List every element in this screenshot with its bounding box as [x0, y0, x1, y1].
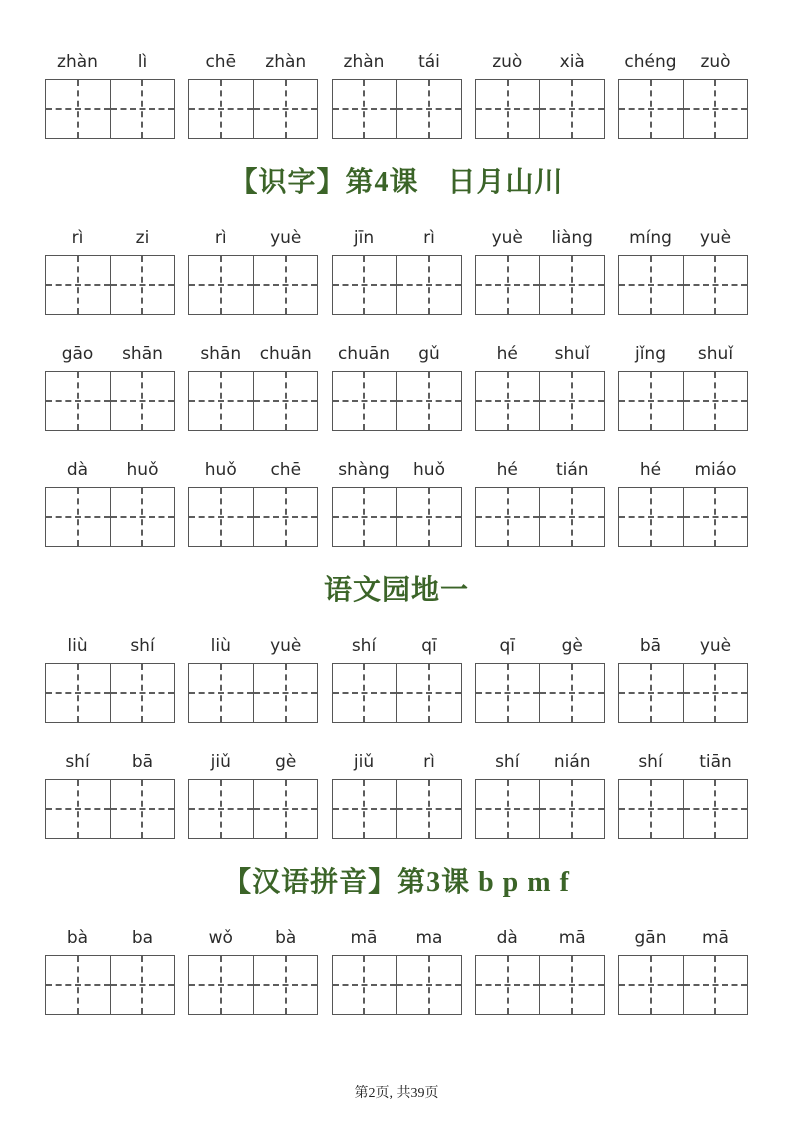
pinyin-syllable: yuè — [270, 228, 302, 248]
word-group — [45, 750, 175, 839]
pinyin-syllable: ba — [131, 928, 154, 948]
writing-cell — [110, 372, 175, 430]
pinyin-labels — [618, 634, 748, 658]
writing-grid — [475, 779, 605, 839]
writing-cell — [110, 780, 175, 838]
pinyin-syllable: zuò — [700, 52, 731, 72]
word-group — [45, 926, 175, 1015]
writing-cell — [396, 80, 461, 138]
word-group — [475, 750, 605, 839]
pinyin-syllable: qī — [421, 636, 437, 656]
writing-cell — [253, 956, 318, 1014]
pinyin-labels — [45, 750, 175, 774]
word-row — [45, 342, 748, 431]
writing-cell — [110, 488, 175, 546]
writing-cell — [683, 488, 748, 546]
writing-cell — [396, 488, 461, 546]
writing-cell — [476, 488, 540, 546]
word-group — [332, 226, 462, 315]
writing-grid — [618, 663, 748, 723]
word-row — [45, 750, 748, 839]
writing-grid — [45, 663, 175, 723]
pinyin-syllable: chē — [205, 52, 237, 72]
writing-grid — [188, 255, 318, 315]
writing-cell — [333, 664, 397, 722]
pinyin-labels — [332, 750, 462, 774]
pinyin-labels — [188, 750, 318, 774]
writing-cell — [333, 956, 397, 1014]
pinyin-labels — [618, 926, 748, 950]
word-group — [618, 342, 748, 431]
writing-cell — [619, 780, 683, 838]
word-group — [45, 634, 175, 723]
pinyin-labels — [475, 634, 605, 658]
writing-grid — [188, 779, 318, 839]
writing-grid — [618, 487, 748, 547]
pinyin-labels — [618, 342, 748, 366]
writing-cell — [619, 256, 683, 314]
word-group — [332, 342, 462, 431]
word-group — [332, 50, 462, 139]
pinyin-syllable: gǔ — [418, 344, 440, 364]
writing-grid — [332, 955, 462, 1015]
writing-cell — [46, 256, 110, 314]
pinyin-syllable: bā — [131, 752, 154, 772]
word-group — [475, 226, 605, 315]
pinyin-syllable: shuǐ — [554, 344, 590, 364]
pinyin-labels — [188, 634, 318, 658]
pinyin-syllable: huǒ — [413, 460, 445, 480]
writing-grid — [188, 487, 318, 547]
pinyin-syllable: shí — [351, 636, 377, 656]
section-heading-hanyu-pinyin-lesson3: 【汉语拼音】第3课 b p m f — [223, 867, 570, 898]
pinyin-syllable: jiǔ — [210, 752, 231, 772]
writing-cell — [619, 80, 683, 138]
pinyin-syllable: jīn — [353, 228, 375, 248]
word-group — [618, 634, 748, 723]
pinyin-syllable: liàng — [551, 228, 593, 248]
pinyin-syllable: jiǔ — [353, 752, 375, 772]
pinyin-labels — [188, 458, 318, 482]
writing-cell — [333, 780, 397, 838]
writing-grid — [618, 371, 748, 431]
pinyin-labels — [475, 50, 605, 74]
word-group — [618, 458, 748, 547]
pinyin-labels — [332, 226, 462, 250]
word-group — [188, 226, 318, 315]
pinyin-syllable: shí — [130, 636, 155, 656]
writing-grid — [332, 487, 462, 547]
writing-cell — [333, 372, 397, 430]
word-row — [45, 226, 748, 315]
writing-cell — [683, 956, 748, 1014]
writing-cell — [396, 372, 461, 430]
word-group — [188, 50, 318, 139]
pinyin-labels — [45, 926, 175, 950]
word-group — [188, 750, 318, 839]
word-group — [188, 634, 318, 723]
pinyin-syllable: rì — [423, 752, 435, 772]
writing-cell — [189, 80, 253, 138]
pinyin-syllable: yuè — [270, 636, 302, 656]
pinyin-syllable: shān — [122, 344, 163, 364]
word-group — [475, 342, 605, 431]
pinyin-syllable: míng — [629, 228, 672, 248]
word-group — [332, 926, 462, 1015]
writing-cell — [189, 956, 253, 1014]
writing-grid — [45, 487, 175, 547]
pinyin-labels — [475, 458, 605, 482]
writing-cell — [539, 488, 604, 546]
word-row — [45, 634, 748, 723]
writing-grid — [188, 955, 318, 1015]
pinyin-syllable: rì — [214, 228, 227, 248]
pinyin-syllable: chē — [270, 460, 302, 480]
pinyin-syllable: rì — [423, 228, 435, 248]
pinyin-syllable: gè — [275, 752, 297, 772]
writing-cell — [539, 956, 604, 1014]
word-group — [475, 634, 605, 723]
word-group — [45, 226, 175, 315]
pinyin-labels — [188, 50, 318, 74]
pinyin-syllable: mā — [558, 928, 586, 948]
pinyin-syllable: shàng — [338, 460, 390, 480]
word-row — [45, 458, 748, 547]
writing-grid — [618, 255, 748, 315]
writing-grid — [475, 79, 605, 139]
word-group — [618, 926, 748, 1015]
writing-grid — [188, 663, 318, 723]
writing-cell — [539, 780, 604, 838]
pinyin-labels — [475, 342, 605, 366]
pinyin-syllable: hé — [639, 460, 662, 480]
pinyin-syllable: tái — [418, 52, 440, 72]
word-group — [332, 634, 462, 723]
writing-grid — [618, 779, 748, 839]
writing-cell — [46, 780, 110, 838]
pinyin-syllable: hé — [496, 344, 518, 364]
pinyin-syllable: zi — [135, 228, 150, 248]
pinyin-syllable: mā — [350, 928, 378, 948]
writing-cell — [396, 256, 461, 314]
pinyin-labels — [332, 634, 462, 658]
word-group — [332, 458, 462, 547]
pinyin-labels — [475, 926, 605, 950]
pinyin-labels — [618, 458, 748, 482]
pinyin-syllable: liù — [210, 636, 231, 656]
writing-cell — [333, 80, 397, 138]
writing-cell — [683, 256, 748, 314]
pinyin-syllable: qī — [499, 636, 515, 656]
pinyin-syllable: bā — [639, 636, 662, 656]
writing-cell — [46, 956, 110, 1014]
word-group — [332, 750, 462, 839]
writing-grid — [188, 371, 318, 431]
writing-cell — [619, 956, 683, 1014]
writing-cell — [539, 256, 604, 314]
pinyin-syllable: dà — [496, 928, 518, 948]
word-group — [475, 926, 605, 1015]
writing-cell — [46, 372, 110, 430]
pinyin-labels — [475, 226, 605, 250]
writing-cell — [46, 488, 110, 546]
pinyin-labels — [475, 750, 605, 774]
pinyin-syllable: hé — [496, 460, 518, 480]
writing-cell — [683, 372, 748, 430]
writing-cell — [539, 664, 604, 722]
writing-cell — [619, 372, 683, 430]
word-group — [45, 50, 175, 139]
writing-cell — [46, 664, 110, 722]
pinyin-syllable: mā — [702, 928, 729, 948]
pinyin-syllable: chuān — [259, 344, 312, 364]
writing-grid — [332, 371, 462, 431]
writing-cell — [476, 372, 540, 430]
pinyin-syllable: gāo — [61, 344, 94, 364]
word-group — [188, 926, 318, 1015]
writing-cell — [110, 956, 175, 1014]
writing-cell — [396, 664, 461, 722]
writing-cell — [619, 664, 683, 722]
writing-cell — [476, 780, 540, 838]
pinyin-syllable: jǐng — [634, 344, 666, 364]
writing-grid — [475, 955, 605, 1015]
word-row — [45, 926, 748, 1015]
pinyin-labels — [188, 342, 318, 366]
pinyin-syllable: nián — [553, 752, 591, 772]
word-group — [618, 750, 748, 839]
writing-cell — [476, 80, 540, 138]
page-number: 第2页, 共39页 — [354, 1086, 439, 1101]
pinyin-syllable: shí — [495, 752, 520, 772]
writing-grid — [45, 779, 175, 839]
pinyin-syllable: yuè — [491, 228, 523, 248]
writing-cell — [333, 488, 397, 546]
writing-cell — [683, 780, 748, 838]
writing-cell — [683, 80, 748, 138]
pinyin-syllable: rì — [71, 228, 84, 248]
pinyin-labels — [332, 458, 462, 482]
word-group — [475, 458, 605, 547]
word-row — [45, 50, 748, 139]
word-group — [618, 226, 748, 315]
writing-grid — [475, 255, 605, 315]
word-group — [45, 342, 175, 431]
writing-cell — [539, 80, 604, 138]
pinyin-syllable: chuān — [337, 344, 391, 364]
writing-cell — [476, 956, 540, 1014]
pinyin-labels — [45, 458, 175, 482]
writing-cell — [46, 80, 110, 138]
word-group — [45, 458, 175, 547]
writing-cell — [110, 256, 175, 314]
writing-cell — [619, 488, 683, 546]
pinyin-syllable: shí — [65, 752, 90, 772]
writing-grid — [618, 79, 748, 139]
pinyin-labels — [45, 50, 175, 74]
pinyin-labels — [332, 342, 462, 366]
pinyin-syllable: chéng — [624, 52, 677, 72]
pinyin-syllable: huǒ — [126, 460, 159, 480]
writing-cell — [253, 372, 318, 430]
writing-cell — [189, 664, 253, 722]
word-group — [475, 50, 605, 139]
pinyin-labels — [618, 226, 748, 250]
word-group — [188, 342, 318, 431]
writing-cell — [189, 372, 253, 430]
pinyin-syllable: liù — [67, 636, 88, 656]
writing-cell — [253, 488, 318, 546]
pinyin-labels — [618, 50, 748, 74]
writing-cell — [253, 80, 318, 138]
writing-cell — [253, 780, 318, 838]
word-group — [618, 50, 748, 139]
pinyin-syllable: ma — [415, 928, 443, 948]
writing-grid — [45, 371, 175, 431]
pinyin-labels — [45, 226, 175, 250]
writing-cell — [396, 956, 461, 1014]
writing-grid — [332, 79, 462, 139]
pinyin-syllable: zhàn — [343, 52, 385, 72]
writing-cell — [110, 664, 175, 722]
writing-grid — [45, 255, 175, 315]
pinyin-syllable: xià — [559, 52, 585, 72]
writing-grid — [332, 255, 462, 315]
writing-cell — [253, 664, 318, 722]
pinyin-labels — [45, 634, 175, 658]
writing-cell — [189, 256, 253, 314]
writing-cell — [110, 80, 175, 138]
pinyin-syllable: yuè — [699, 636, 732, 656]
writing-cell — [333, 256, 397, 314]
writing-grid — [45, 955, 175, 1015]
writing-grid — [332, 779, 462, 839]
pinyin-labels — [332, 926, 462, 950]
pinyin-syllable: tiān — [699, 752, 732, 772]
pinyin-labels — [618, 750, 748, 774]
pinyin-labels — [188, 226, 318, 250]
pinyin-syllable: huǒ — [204, 460, 237, 480]
writing-grid — [332, 663, 462, 723]
pinyin-labels — [45, 342, 175, 366]
writing-grid — [475, 663, 605, 723]
pinyin-syllable: gān — [634, 928, 667, 948]
pinyin-syllable: bà — [66, 928, 89, 948]
word-group — [188, 458, 318, 547]
writing-grid — [45, 79, 175, 139]
writing-grid — [618, 955, 748, 1015]
pinyin-syllable: miáo — [694, 460, 737, 480]
pinyin-syllable: shí — [638, 752, 663, 772]
pinyin-syllable: shān — [200, 344, 242, 364]
writing-cell — [189, 488, 253, 546]
writing-grid — [475, 371, 605, 431]
pinyin-syllable: bà — [275, 928, 297, 948]
pinyin-labels — [332, 50, 462, 74]
pinyin-syllable: wǒ — [208, 928, 233, 948]
pinyin-syllable: zhàn — [265, 52, 307, 72]
pinyin-syllable: lì — [137, 52, 148, 72]
pinyin-syllable: zuò — [492, 52, 523, 72]
writing-cell — [539, 372, 604, 430]
section-heading-shizi-lesson4: 【识字】第4课 日月山川 — [229, 167, 564, 198]
writing-cell — [189, 780, 253, 838]
writing-grid — [475, 487, 605, 547]
writing-cell — [683, 664, 748, 722]
pinyin-syllable: shuǐ — [697, 344, 734, 364]
pinyin-syllable: zhàn — [57, 52, 98, 72]
writing-cell — [396, 780, 461, 838]
pinyin-syllable: yuè — [699, 228, 732, 248]
pinyin-syllable: tián — [555, 460, 589, 480]
pinyin-labels — [188, 926, 318, 950]
pinyin-syllable: gè — [561, 636, 583, 656]
writing-cell — [253, 256, 318, 314]
pinyin-syllable: dà — [66, 460, 89, 480]
writing-cell — [476, 256, 540, 314]
writing-grid — [188, 79, 318, 139]
section-heading-yuwen-yuandi-1: 语文园地一 — [323, 575, 469, 606]
writing-cell — [476, 664, 540, 722]
